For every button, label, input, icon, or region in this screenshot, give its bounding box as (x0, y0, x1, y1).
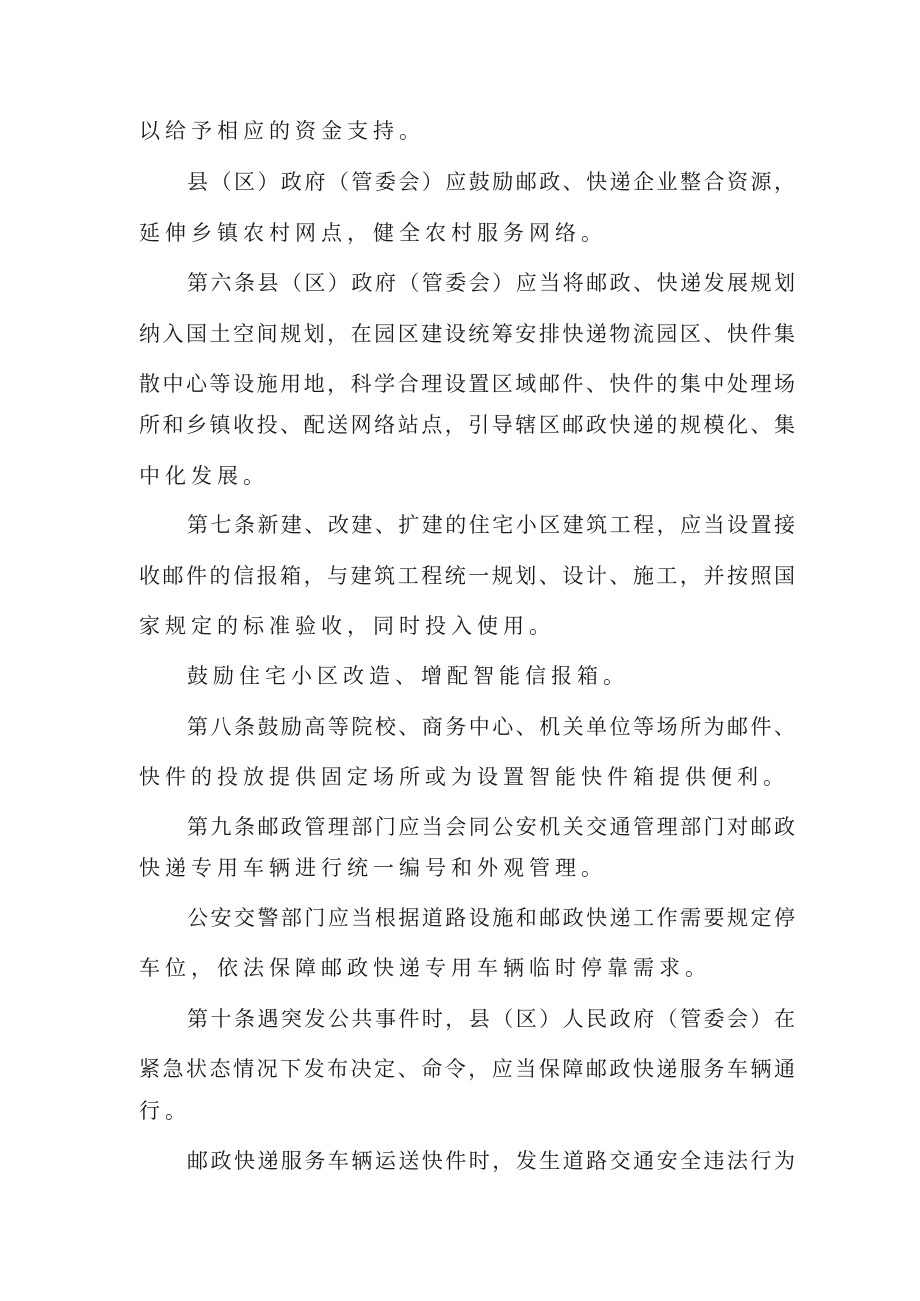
text-line: 县（区）政府（管委会）应鼓励邮政、快递企业整合资源， (187, 170, 795, 194)
text-line: 第十条遇突发公共事件时，县（区）人民政府（管委会）在 (187, 1007, 795, 1031)
text-line: 邮政快递服务车辆运送快件时，发生道路交通安全违法行为 (187, 1149, 795, 1173)
text-line: 快递专用车辆进行统一编号和外观管理。 (139, 856, 607, 880)
text-line: 紧急状态情况下发布决定、命令，应当保障邮政快递服务车辆通 (139, 1057, 795, 1081)
text-line: 公安交警部门应当根据道路设施和邮政快递工作需要规定停 (187, 906, 795, 930)
text-line: 所和乡镇收投、配送网络站点，引导辖区邮政快递的规模化、集 (139, 413, 795, 437)
text-line: 纳入国土空间规划，在园区建设统筹安排快递物流园区、快件集 (139, 322, 795, 346)
text-line: 延伸乡镇农村网点，健全农村服务网络。 (139, 221, 607, 245)
text-line: 家规定的标准验收，同时投入使用。 (139, 614, 555, 638)
text-line: 行。 (139, 1099, 191, 1123)
text-line: 收邮件的信报箱，与建筑工程统一规划、设计、施工，并按照国 (139, 564, 795, 588)
text-line: 快件的投放提供固定场所或为设置智能快件箱提供便利。 (139, 765, 789, 789)
text-line: 第八条鼓励高等院校、商务中心、机关单位等场所为邮件、 (187, 715, 795, 739)
text-line: 第六条县（区）政府（管委会）应当将邮政、快递发展规划 (187, 271, 795, 295)
text-line: 中化发展。 (139, 464, 269, 488)
text-line: 第七条新建、改建、扩建的住宅小区建筑工程，应当设置接 (187, 513, 795, 537)
text-line: 第九条邮政管理部门应当会同公安机关交通管理部门对邮政 (187, 815, 795, 839)
text-line: 以给予相应的资金支持。 (139, 119, 425, 143)
text-line: 散中心等设施用地，科学合理设置区域邮件、快件的集中处理场 (139, 372, 795, 396)
text-line: 鼓励住宅小区改造、增配智能信报箱。 (187, 664, 629, 688)
text-line: 车位，依法保障邮政快递专用车辆临时停靠需求。 (139, 956, 711, 980)
